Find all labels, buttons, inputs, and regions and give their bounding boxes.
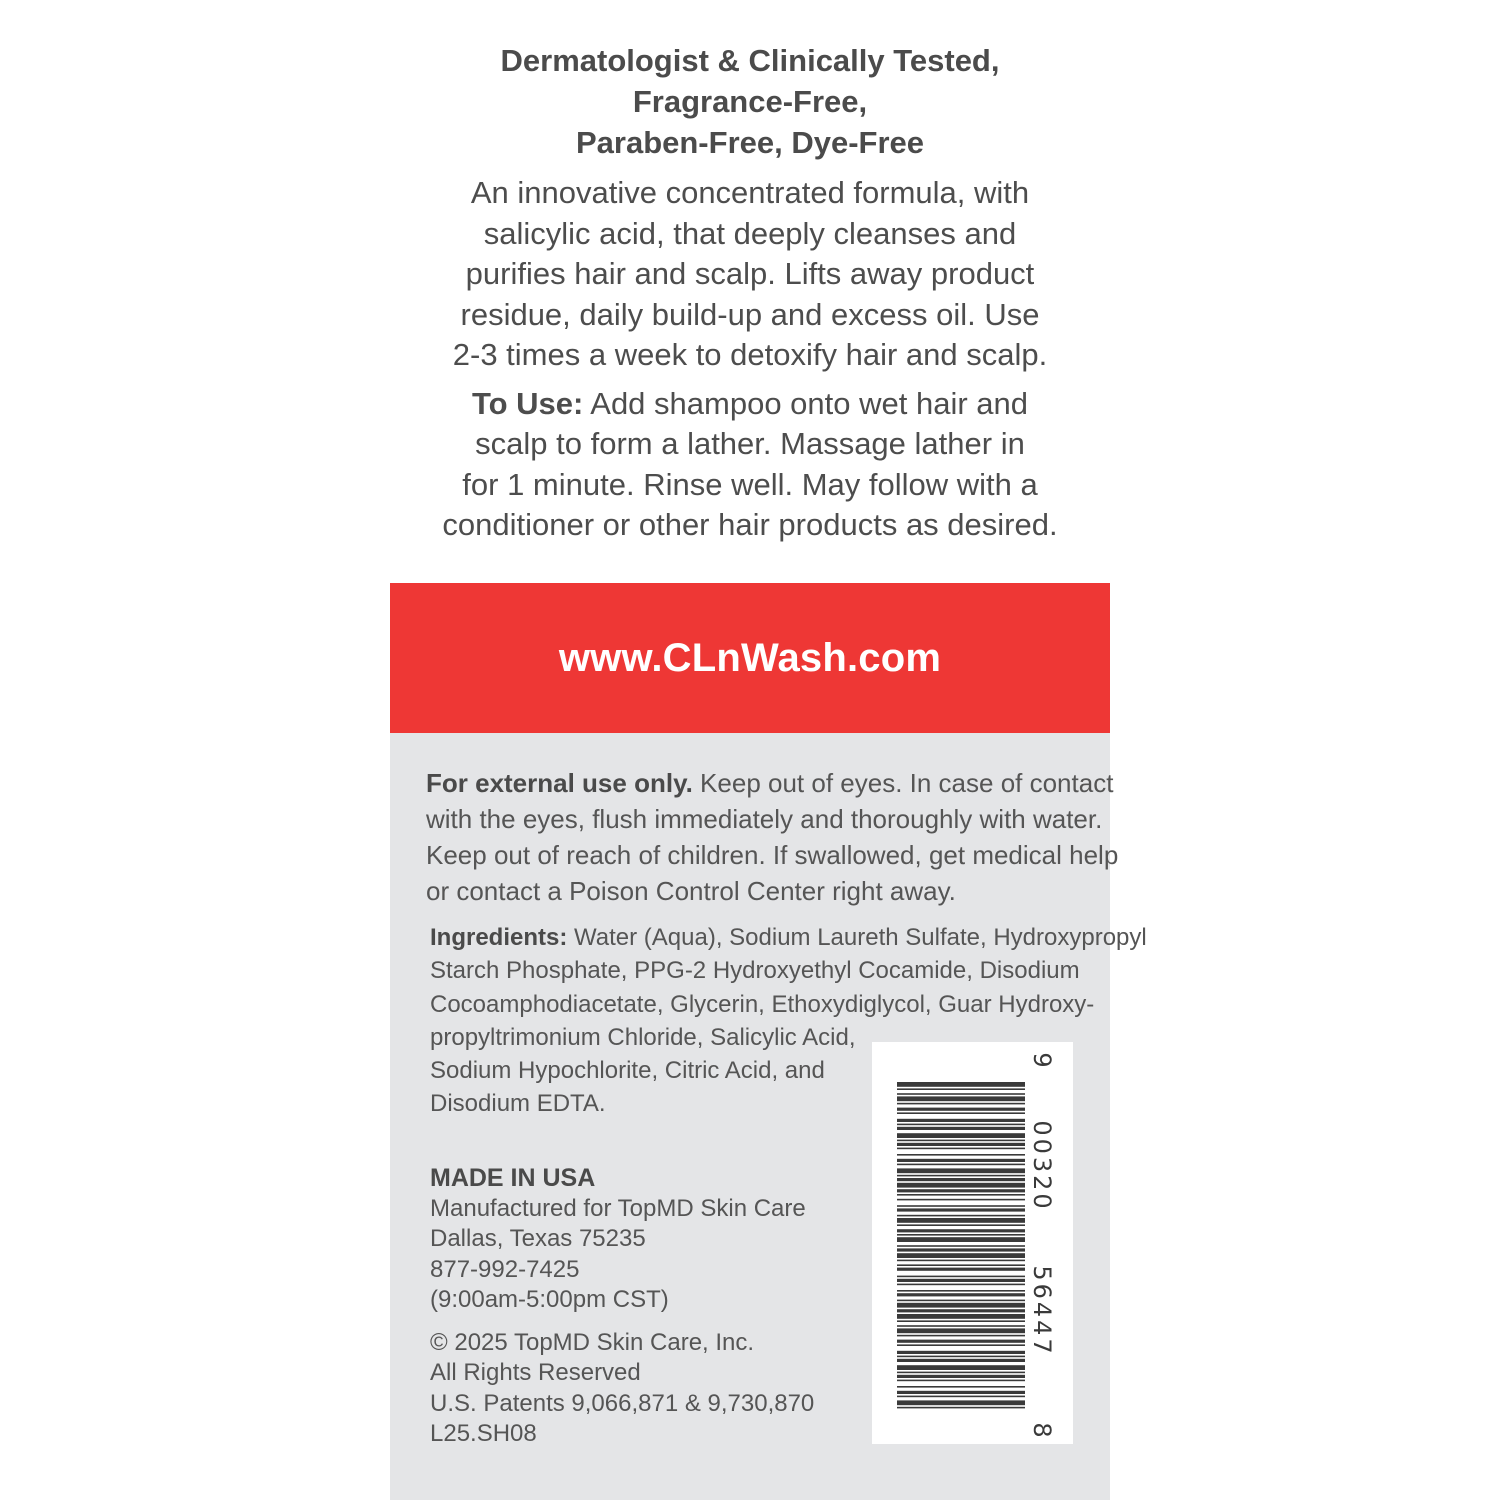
barcode-bar — [897, 1229, 1025, 1232]
warning-text-rest: Keep out of eyes. In case of contact — [692, 768, 1114, 798]
ingredients-line — [430, 921, 1147, 954]
barcode-bar — [897, 1372, 1025, 1374]
website-banner — [390, 583, 1110, 733]
barcode-bar — [897, 1356, 1025, 1358]
ingredients-line: Starch Phosphate, PPG-2 Hydroxyethyl Cocamide, Disodium — [430, 957, 1080, 985]
address-line: Dallas, Texas 75235 — [430, 1225, 646, 1252]
claim-line-3: Paraben-Free, Dye-Free — [575, 125, 925, 160]
barcode-bar — [897, 1293, 1025, 1296]
barcode-bar — [897, 1133, 1025, 1138]
barcode-bar — [897, 1407, 1025, 1409]
rights-line: All Rights Reserved — [430, 1359, 641, 1386]
info-panel — [390, 733, 1147, 1500]
description-line: salicylic acid, that deeply cleanses and — [483, 215, 1017, 251]
barcode-bar — [897, 1178, 1025, 1181]
barcode-bar — [897, 1108, 1025, 1111]
barcode-bar — [897, 1284, 1025, 1286]
barcode-digit-first: 8 — [1028, 1422, 1056, 1438]
ingredients-line: Cocoamphodiacetate, Glycerin, Ethoxydiglycol, Guar Hydroxy- — [430, 990, 1095, 1018]
barcode-bar — [897, 1359, 1025, 1362]
address-line: Manufactured for TopMD Skin Care — [430, 1194, 806, 1222]
barcode-bar — [897, 1340, 1025, 1343]
ingredients-text-rest: Water (Aqua), Sodium Laureth Sulfate, Hydroxypropyl — [567, 924, 1147, 951]
barcode-bar — [897, 1400, 1025, 1405]
product-claims — [390, 40, 1110, 163]
barcode-bar — [897, 1245, 1025, 1247]
barcode-bar — [897, 1303, 1025, 1308]
copyright-block — [430, 1328, 870, 1450]
barcode-bar — [897, 1248, 1025, 1251]
hours-line: (9:00am-5:00pm CST) — [430, 1286, 669, 1313]
barcode-bar — [897, 1386, 1025, 1388]
barcode-bar — [897, 1309, 1025, 1312]
barcode-bar — [897, 1194, 1025, 1196]
usage-line — [390, 384, 1110, 425]
description-line: purifies hair and scalp. Lifts away product — [465, 256, 1035, 291]
barcode-bar — [897, 1365, 1025, 1370]
made-in-label: MADE IN USA — [430, 1164, 596, 1192]
usage-line: for 1 minute. Rinse well. May follow with a — [462, 466, 1038, 502]
claim-line-2: Fragrance-Free, — [632, 84, 868, 119]
barcode-bar — [897, 1391, 1025, 1394]
barcode-bar — [897, 1335, 1025, 1337]
usage-line: conditioner or other hair products as desired. — [442, 507, 1058, 542]
barcode-bar — [897, 1082, 1025, 1087]
patents-line: U.S. Patents 9,066,871 & 9,730,870 — [430, 1389, 815, 1417]
barcode-bar — [897, 1320, 1025, 1322]
description-line: 2-3 times a week to detoxify hair and scalp. — [452, 337, 1048, 372]
barcode-bar — [897, 1260, 1025, 1262]
barcode-bar — [897, 1224, 1025, 1226]
barcode-bar — [897, 1276, 1025, 1278]
barcode-bar — [897, 1112, 1025, 1114]
barcode-bar — [897, 1119, 1025, 1122]
warning-line: Keep out of reach of children. If swallowed, get medical help — [426, 840, 1119, 870]
barcode-digit-group-1: 56447 — [1028, 1265, 1056, 1357]
barcode-bar — [897, 1175, 1025, 1177]
barcode-bar — [897, 1088, 1025, 1090]
barcode-bar — [897, 1218, 1025, 1223]
barcode-bar — [897, 1124, 1025, 1126]
description-line: An innovative concentrated formula, with — [470, 175, 1030, 210]
barcode-bar — [897, 1380, 1025, 1382]
barcode-bar — [897, 1143, 1025, 1146]
barcode-bar — [897, 1093, 1025, 1095]
barcode-bar — [897, 1290, 1025, 1292]
phone-number: 877-992-7425 — [430, 1255, 580, 1283]
claim-line-1: Dermatologist & Clinically Tested, — [500, 43, 1000, 78]
barcode-bar — [897, 1189, 1025, 1192]
barcode-graphic — [872, 1042, 1073, 1444]
barcode-bar — [897, 1154, 1025, 1156]
warning-line: or contact a Poison Control Center right away. — [426, 876, 956, 906]
barcode-bar — [897, 1127, 1025, 1130]
lot-code: L25.SH08 — [430, 1420, 537, 1447]
ingredients-line: propyltrimonium Chloride, Salicylic Acid, — [430, 1023, 856, 1051]
ingredients-line: Sodium Hypochlorite, Citric Acid, and — [430, 1057, 825, 1085]
barcode-bar — [897, 1279, 1025, 1282]
barcode-bar — [897, 1264, 1025, 1266]
barcode-bar — [897, 1237, 1025, 1242]
barcode-bar — [897, 1375, 1025, 1378]
description-line: residue, daily build-up and excess oil. Use — [460, 296, 1040, 332]
barcode-bar — [897, 1168, 1025, 1173]
product-description — [390, 173, 1110, 376]
barcode-bar — [897, 1159, 1025, 1162]
barcode-bar — [897, 1268, 1025, 1271]
manufacturer-info — [430, 1163, 870, 1450]
barcode-bar — [897, 1183, 1025, 1188]
barcode-bar — [897, 1208, 1025, 1211]
warning-text — [426, 765, 1119, 909]
usage-instructions — [390, 384, 1110, 546]
warning-line — [426, 765, 1114, 801]
barcode — [872, 1042, 1073, 1444]
barcode-bar — [897, 1148, 1025, 1150]
top-section — [390, 40, 1110, 546]
usage-text: Add shampoo onto wet hair and — [583, 385, 1029, 421]
website-link[interactable]: www.CLnWash.com — [558, 635, 942, 680]
barcode-bar — [897, 1215, 1025, 1217]
product-label-back — [390, 0, 1147, 1500]
barcode-bar — [897, 1164, 1025, 1166]
barcode-digit-group-2: 00320 — [1028, 1120, 1056, 1212]
barcode-bar — [897, 1328, 1025, 1333]
copyright-line: © 2025 TopMD Skin Care, Inc. — [430, 1328, 755, 1356]
barcode-bar — [897, 1253, 1025, 1258]
barcode-bar — [897, 1199, 1025, 1201]
barcode-bar — [897, 1096, 1025, 1101]
barcode-bar — [897, 1396, 1025, 1398]
barcode-bar — [897, 1140, 1025, 1142]
barcode-digit-last: 9 — [1028, 1052, 1056, 1068]
barcode-bar — [897, 1205, 1025, 1207]
barcode-bar — [897, 1103, 1025, 1105]
usage-line: scalp to form a lather. Massage lather in — [475, 426, 1025, 461]
barcode-bar — [897, 1344, 1025, 1346]
warning-line: with the eyes, flush immediately and thoroughly with water. — [426, 804, 1103, 834]
usage-label: To Use: — [471, 385, 584, 421]
barcode-bar — [897, 1351, 1025, 1354]
barcode-bars — [897, 1082, 1025, 1408]
barcode-bar — [897, 1314, 1025, 1319]
ingredients-label: Ingredients: — [430, 924, 568, 951]
ingredients-line: Disodium EDTA. — [430, 1090, 606, 1118]
barcode-bar — [897, 1325, 1025, 1327]
barcode-bar — [897, 1300, 1025, 1302]
barcode-bar — [897, 1234, 1025, 1236]
warning-label: For external use only. — [426, 768, 693, 798]
